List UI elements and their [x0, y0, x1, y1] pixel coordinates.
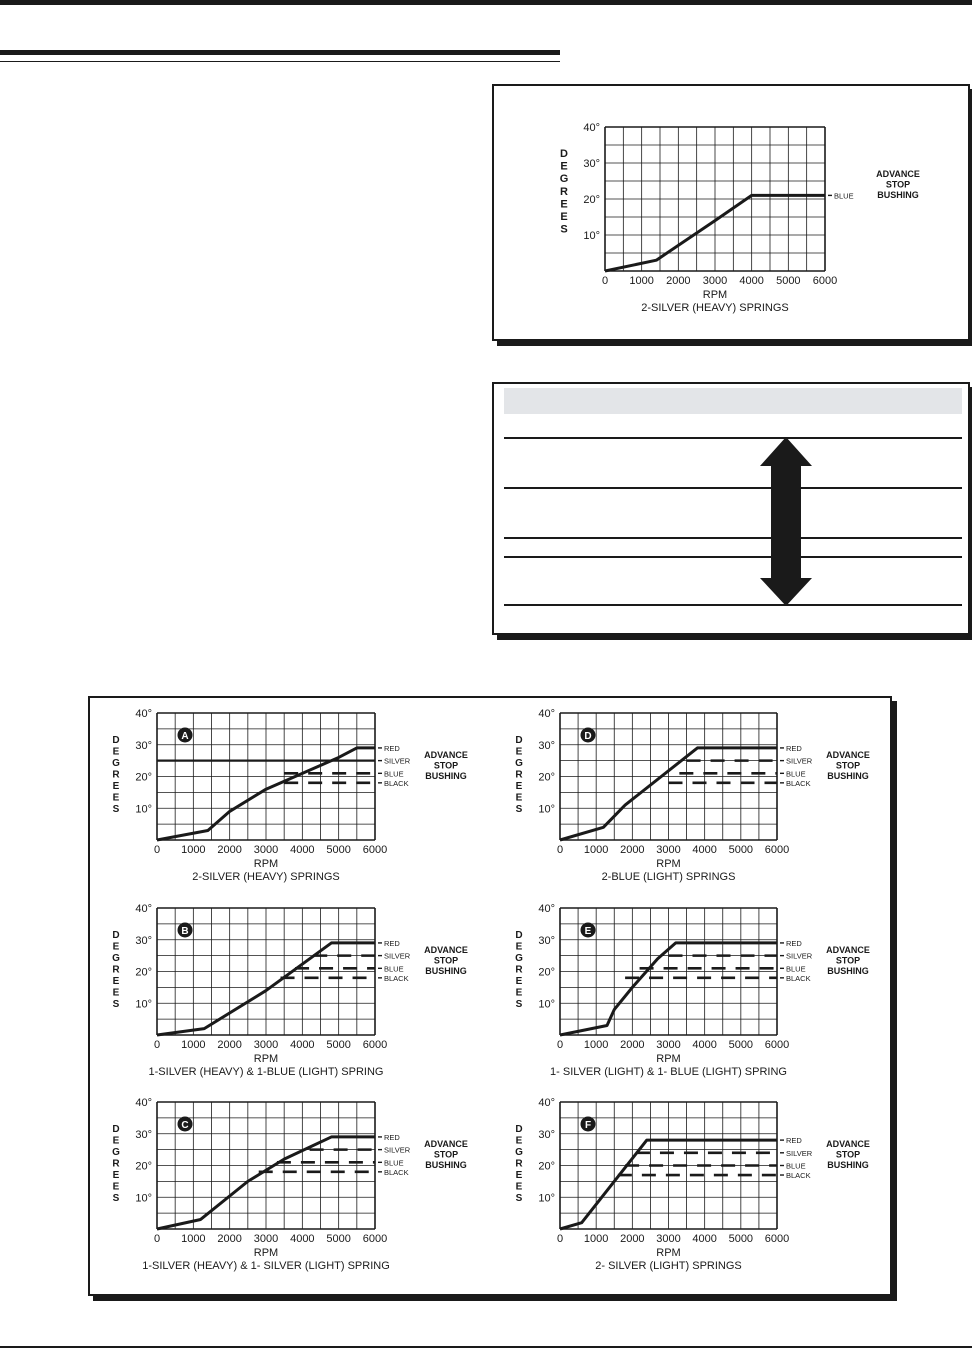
advance-stop-bushing-label: BUSHING [425, 966, 467, 976]
x-tick-label: 2000 [620, 844, 645, 856]
chart-D [515, 708, 870, 883]
x-axis-label: RPM [253, 1053, 279, 1065]
y-axis-letter: E [515, 941, 523, 953]
y-tick-label: 40° [135, 903, 152, 915]
y-tick-label: 40° [538, 1097, 555, 1109]
advance-stop-bushing-label: BUSHING [827, 771, 869, 781]
x-tick-label: 2000 [620, 1233, 645, 1245]
x-tick-label: 4000 [290, 1233, 315, 1245]
bushing-label-black: BLACK [786, 973, 811, 983]
bushing-label-silver: SILVER [384, 1145, 411, 1155]
x-tick-label: 6000 [362, 1039, 388, 1051]
y-axis-letter: E [515, 746, 523, 758]
x-tick-label: 6000 [362, 844, 388, 856]
y-tick-label: 30° [135, 1128, 152, 1141]
y-axis-letter: R [112, 964, 120, 976]
x-tick-label: 1000 [181, 1039, 206, 1051]
x-tick-label: 2000 [217, 1233, 242, 1245]
x-tick-label: 3000 [702, 275, 728, 287]
x-tick-label: 0 [153, 1233, 161, 1245]
chart-caption: 2-SILVER (HEAVY) SPRINGS [641, 302, 789, 314]
y-tick-label: 40° [538, 903, 555, 915]
x-tick-label: 6000 [812, 275, 838, 287]
x-tick-label: 3000 [656, 1039, 681, 1051]
bushing-label-red: RED [786, 938, 802, 948]
y-axis-letter: S [515, 999, 523, 1010]
y-tick-label: 10° [538, 1192, 555, 1205]
x-tick-label: 1000 [181, 1233, 206, 1245]
x-tick-label: 2000 [217, 1039, 242, 1051]
y-axis-letter: G [515, 953, 523, 964]
y-tick-label: 20° [538, 1160, 555, 1173]
y-axis-letter: R [515, 964, 523, 976]
x-tick-label: 5000 [728, 1233, 754, 1245]
y-axis-letter: G [112, 1147, 120, 1158]
y-tick-label: 20° [583, 194, 600, 206]
y-tick-label: 10° [135, 1192, 152, 1205]
x-tick-label: 1000 [629, 275, 654, 287]
double-arrow-icon [760, 437, 812, 606]
x-tick-label: 5000 [728, 844, 754, 856]
bushing-label-blue: BLUE [384, 1158, 404, 1168]
y-tick-label: 30° [538, 1128, 555, 1141]
bushing-label-red: RED [786, 1136, 802, 1146]
badge-letter: F [584, 1120, 592, 1131]
y-axis-letter: D [112, 930, 120, 941]
x-axis-label: RPM [253, 1247, 279, 1259]
y-axis-letter: S [112, 1193, 120, 1204]
y-tick-label: 20° [135, 1160, 152, 1173]
y-axis-letter: E [112, 746, 120, 758]
bushing-label-red: RED [384, 743, 400, 753]
x-tick-label: 2000 [217, 844, 242, 856]
y-axis-letter: E [515, 987, 523, 999]
x-tick-label: 5000 [728, 1039, 754, 1051]
x-tick-label: 3000 [656, 844, 681, 856]
bushing-label-black: BLACK [384, 778, 409, 788]
x-tick-label: 0 [153, 844, 161, 856]
chart-caption: 2-SILVER (HEAVY) SPRINGS [192, 871, 340, 883]
y-axis-letter: D [515, 1124, 523, 1135]
y-axis-letter: D [515, 735, 523, 746]
x-tick-label: 6000 [764, 1233, 790, 1245]
x-axis-label: RPM [253, 858, 279, 870]
charts-layer [112, 122, 920, 1272]
x-tick-label: 1000 [583, 844, 609, 856]
advance-stop-bushing-label: BUSHING [877, 190, 919, 200]
y-axis-letter: E [515, 792, 523, 804]
y-tick-label: 10° [538, 998, 555, 1011]
x-tick-label: 5000 [326, 844, 351, 856]
advance-stop-bushing-label: ADVANCE [424, 750, 468, 760]
x-tick-label: 2000 [620, 1039, 645, 1051]
x-tick-label: 3000 [253, 844, 279, 856]
x-tick-label: 5000 [326, 1233, 351, 1245]
x-axis-label: RPM [656, 1247, 681, 1259]
chart-main [560, 122, 920, 314]
y-tick-label: 30° [135, 739, 152, 752]
chart-B [112, 903, 468, 1078]
y-axis-letter: E [515, 976, 523, 987]
chart-grid [605, 127, 825, 271]
y-tick-label: 30° [538, 934, 555, 947]
x-axis-label: RPM [702, 289, 728, 301]
y-axis-letter: G [515, 1147, 523, 1158]
bushing-label-red: RED [786, 743, 802, 753]
badge-letter: C [181, 1120, 189, 1131]
y-tick-label: 10° [538, 803, 555, 816]
x-tick-label: 4000 [739, 275, 764, 287]
x-tick-label: 3000 [253, 1039, 279, 1051]
bushing-label-black: BLACK [384, 973, 409, 983]
advance-stop-bushing-label: BUSHING [827, 1160, 869, 1170]
advance-stop-bushing-label: ADVANCE [826, 750, 870, 760]
advance-stop-bushing-label: BUSHING [425, 1160, 467, 1170]
chart-C [112, 1097, 468, 1272]
x-tick-label: 0 [556, 1233, 564, 1245]
badge-letter: D [584, 731, 592, 742]
y-tick-label: 20° [135, 966, 152, 979]
bushing-label-silver: SILVER [786, 1148, 813, 1158]
bushing-label-blue: BLUE [834, 191, 854, 201]
y-axis-letter: E [112, 1181, 120, 1193]
advance-stop-bushing-label: ADVANCE [424, 945, 468, 955]
y-tick-label: 20° [538, 771, 555, 784]
chart-F [515, 1097, 870, 1272]
y-axis-letter: E [560, 211, 568, 223]
y-axis-letter: E [112, 1135, 120, 1147]
bushing-label-red: RED [384, 938, 400, 948]
x-tick-label: 5000 [776, 275, 801, 287]
x-tick-label: 3000 [253, 1233, 279, 1245]
x-tick-label: 4000 [290, 1039, 315, 1051]
bushing-label-red: RED [384, 1132, 400, 1142]
bushing-label-black: BLACK [786, 1171, 811, 1181]
badge-letter: B [181, 926, 189, 937]
y-tick-label: 10° [135, 803, 152, 816]
y-tick-label: 10° [583, 230, 600, 242]
y-axis-letter: D [112, 1124, 120, 1135]
y-axis-letter: R [515, 1158, 523, 1170]
x-tick-label: 0 [153, 1039, 161, 1051]
advance-stop-bushing-label: STOP [885, 179, 911, 190]
y-axis-letter: D [515, 930, 523, 941]
y-axis-letter: G [559, 173, 569, 186]
advance-stop-bushing-label: STOP [433, 760, 459, 771]
y-axis-letter: R [112, 769, 120, 781]
bushing-label-black: BLACK [384, 1167, 409, 1177]
y-tick-label: 20° [135, 771, 152, 784]
x-tick-label: 1000 [583, 1039, 609, 1051]
x-tick-label: 6000 [362, 1233, 388, 1245]
x-tick-label: 0 [601, 275, 609, 287]
y-axis-letter: S [112, 804, 120, 815]
y-axis-letter: D [112, 735, 120, 746]
x-axis-label: RPM [656, 1053, 681, 1065]
y-axis-letter: E [112, 987, 120, 999]
x-tick-label: 3000 [656, 1233, 681, 1245]
y-axis-letter: E [560, 198, 568, 211]
bushing-label-blue: BLUE [786, 964, 806, 974]
x-tick-label: 1000 [583, 1233, 609, 1245]
advance-stop-bushing-label: STOP [433, 1149, 459, 1160]
x-tick-label: 4000 [692, 1039, 717, 1051]
y-axis-letter: S [515, 804, 523, 815]
advance-stop-bushing-label: STOP [835, 760, 861, 771]
y-tick-label: 30° [583, 158, 600, 170]
y-tick-label: 10° [135, 998, 152, 1011]
y-tick-label: 30° [538, 739, 555, 752]
y-axis-letter: R [112, 1158, 120, 1170]
advance-stop-bushing-label: ADVANCE [424, 1139, 468, 1149]
x-tick-label: 5000 [326, 1039, 351, 1051]
y-tick-label: 40° [135, 708, 152, 720]
advance-stop-bushing-label: ADVANCE [826, 945, 870, 955]
y-tick-label: 20° [538, 966, 555, 979]
bushing-label-silver: SILVER [384, 951, 411, 961]
x-axis-label: RPM [656, 858, 681, 870]
y-axis-letter: R [515, 769, 523, 781]
y-axis-letter: E [560, 160, 568, 173]
bushing-label-blue: BLUE [786, 1161, 806, 1171]
x-tick-label: 2000 [666, 275, 691, 287]
chart-caption: 1- SILVER (LIGHT) & 1- BLUE (LIGHT) SPRING [550, 1066, 787, 1078]
y-axis-letter: D [560, 148, 568, 160]
x-tick-label: 4000 [692, 1233, 717, 1245]
y-axis-letter: E [112, 976, 120, 987]
x-tick-label: 1000 [181, 844, 206, 856]
y-axis-letter: E [515, 1170, 523, 1181]
y-axis-letter: E [515, 1181, 523, 1193]
x-tick-label: 6000 [764, 1039, 790, 1051]
advance-stop-bushing-label: ADVANCE [826, 1139, 870, 1149]
y-axis-letter: E [515, 781, 523, 792]
chart-A [112, 708, 468, 883]
bushing-label-silver: SILVER [384, 756, 411, 766]
x-tick-label: 6000 [764, 844, 790, 856]
y-axis-letter: E [112, 1170, 120, 1181]
y-axis-letter: G [112, 758, 120, 769]
y-tick-label: 30° [135, 934, 152, 947]
bushing-label-blue: BLUE [786, 769, 806, 779]
y-axis-letter: R [560, 185, 568, 198]
bushing-label-silver: SILVER [786, 756, 813, 766]
badge-letter: E [584, 926, 592, 937]
advance-stop-bushing-label: STOP [835, 955, 861, 966]
advance-stop-bushing-label: STOP [835, 1149, 861, 1160]
advance-stop-bushing-label: ADVANCE [876, 169, 920, 179]
advance-stop-bushing-label: BUSHING [425, 771, 467, 781]
chart-caption: 2-BLUE (LIGHT) SPRINGS [601, 871, 736, 883]
y-axis-letter: S [112, 999, 120, 1010]
bushing-label-silver: SILVER [786, 951, 813, 961]
y-axis-letter: E [112, 941, 120, 953]
bushing-label-blue: BLUE [384, 964, 404, 974]
x-tick-label: 0 [556, 1039, 564, 1051]
chart-E [515, 903, 870, 1078]
y-axis-letter: E [112, 781, 120, 792]
badge-letter: A [181, 731, 189, 742]
y-tick-label: 40° [538, 708, 555, 720]
y-axis-letter: G [515, 758, 523, 769]
y-axis-letter: E [515, 1135, 523, 1147]
bushing-label-black: BLACK [786, 778, 811, 788]
chart-caption: 1-SILVER (HEAVY) & 1-BLUE (LIGHT) SPRING [148, 1066, 384, 1078]
y-axis-letter: S [515, 1193, 523, 1204]
advance-stop-bushing-label: STOP [433, 955, 459, 966]
y-tick-label: 40° [135, 1097, 152, 1109]
x-tick-label: 4000 [692, 844, 717, 856]
chart-caption: 2- SILVER (LIGHT) SPRINGS [595, 1260, 742, 1272]
y-axis-letter: S [560, 223, 568, 236]
y-axis-letter: G [112, 953, 120, 964]
bushing-label-blue: BLUE [384, 769, 404, 779]
y-axis-letter: E [112, 792, 120, 804]
x-tick-label: 0 [556, 844, 564, 856]
advance-stop-bushing-label: BUSHING [827, 966, 869, 976]
y-tick-label: 40° [583, 122, 600, 134]
chart-caption: 1-SILVER (HEAVY) & 1- SILVER (LIGHT) SPRING [142, 1260, 390, 1272]
x-tick-label: 4000 [290, 844, 315, 856]
